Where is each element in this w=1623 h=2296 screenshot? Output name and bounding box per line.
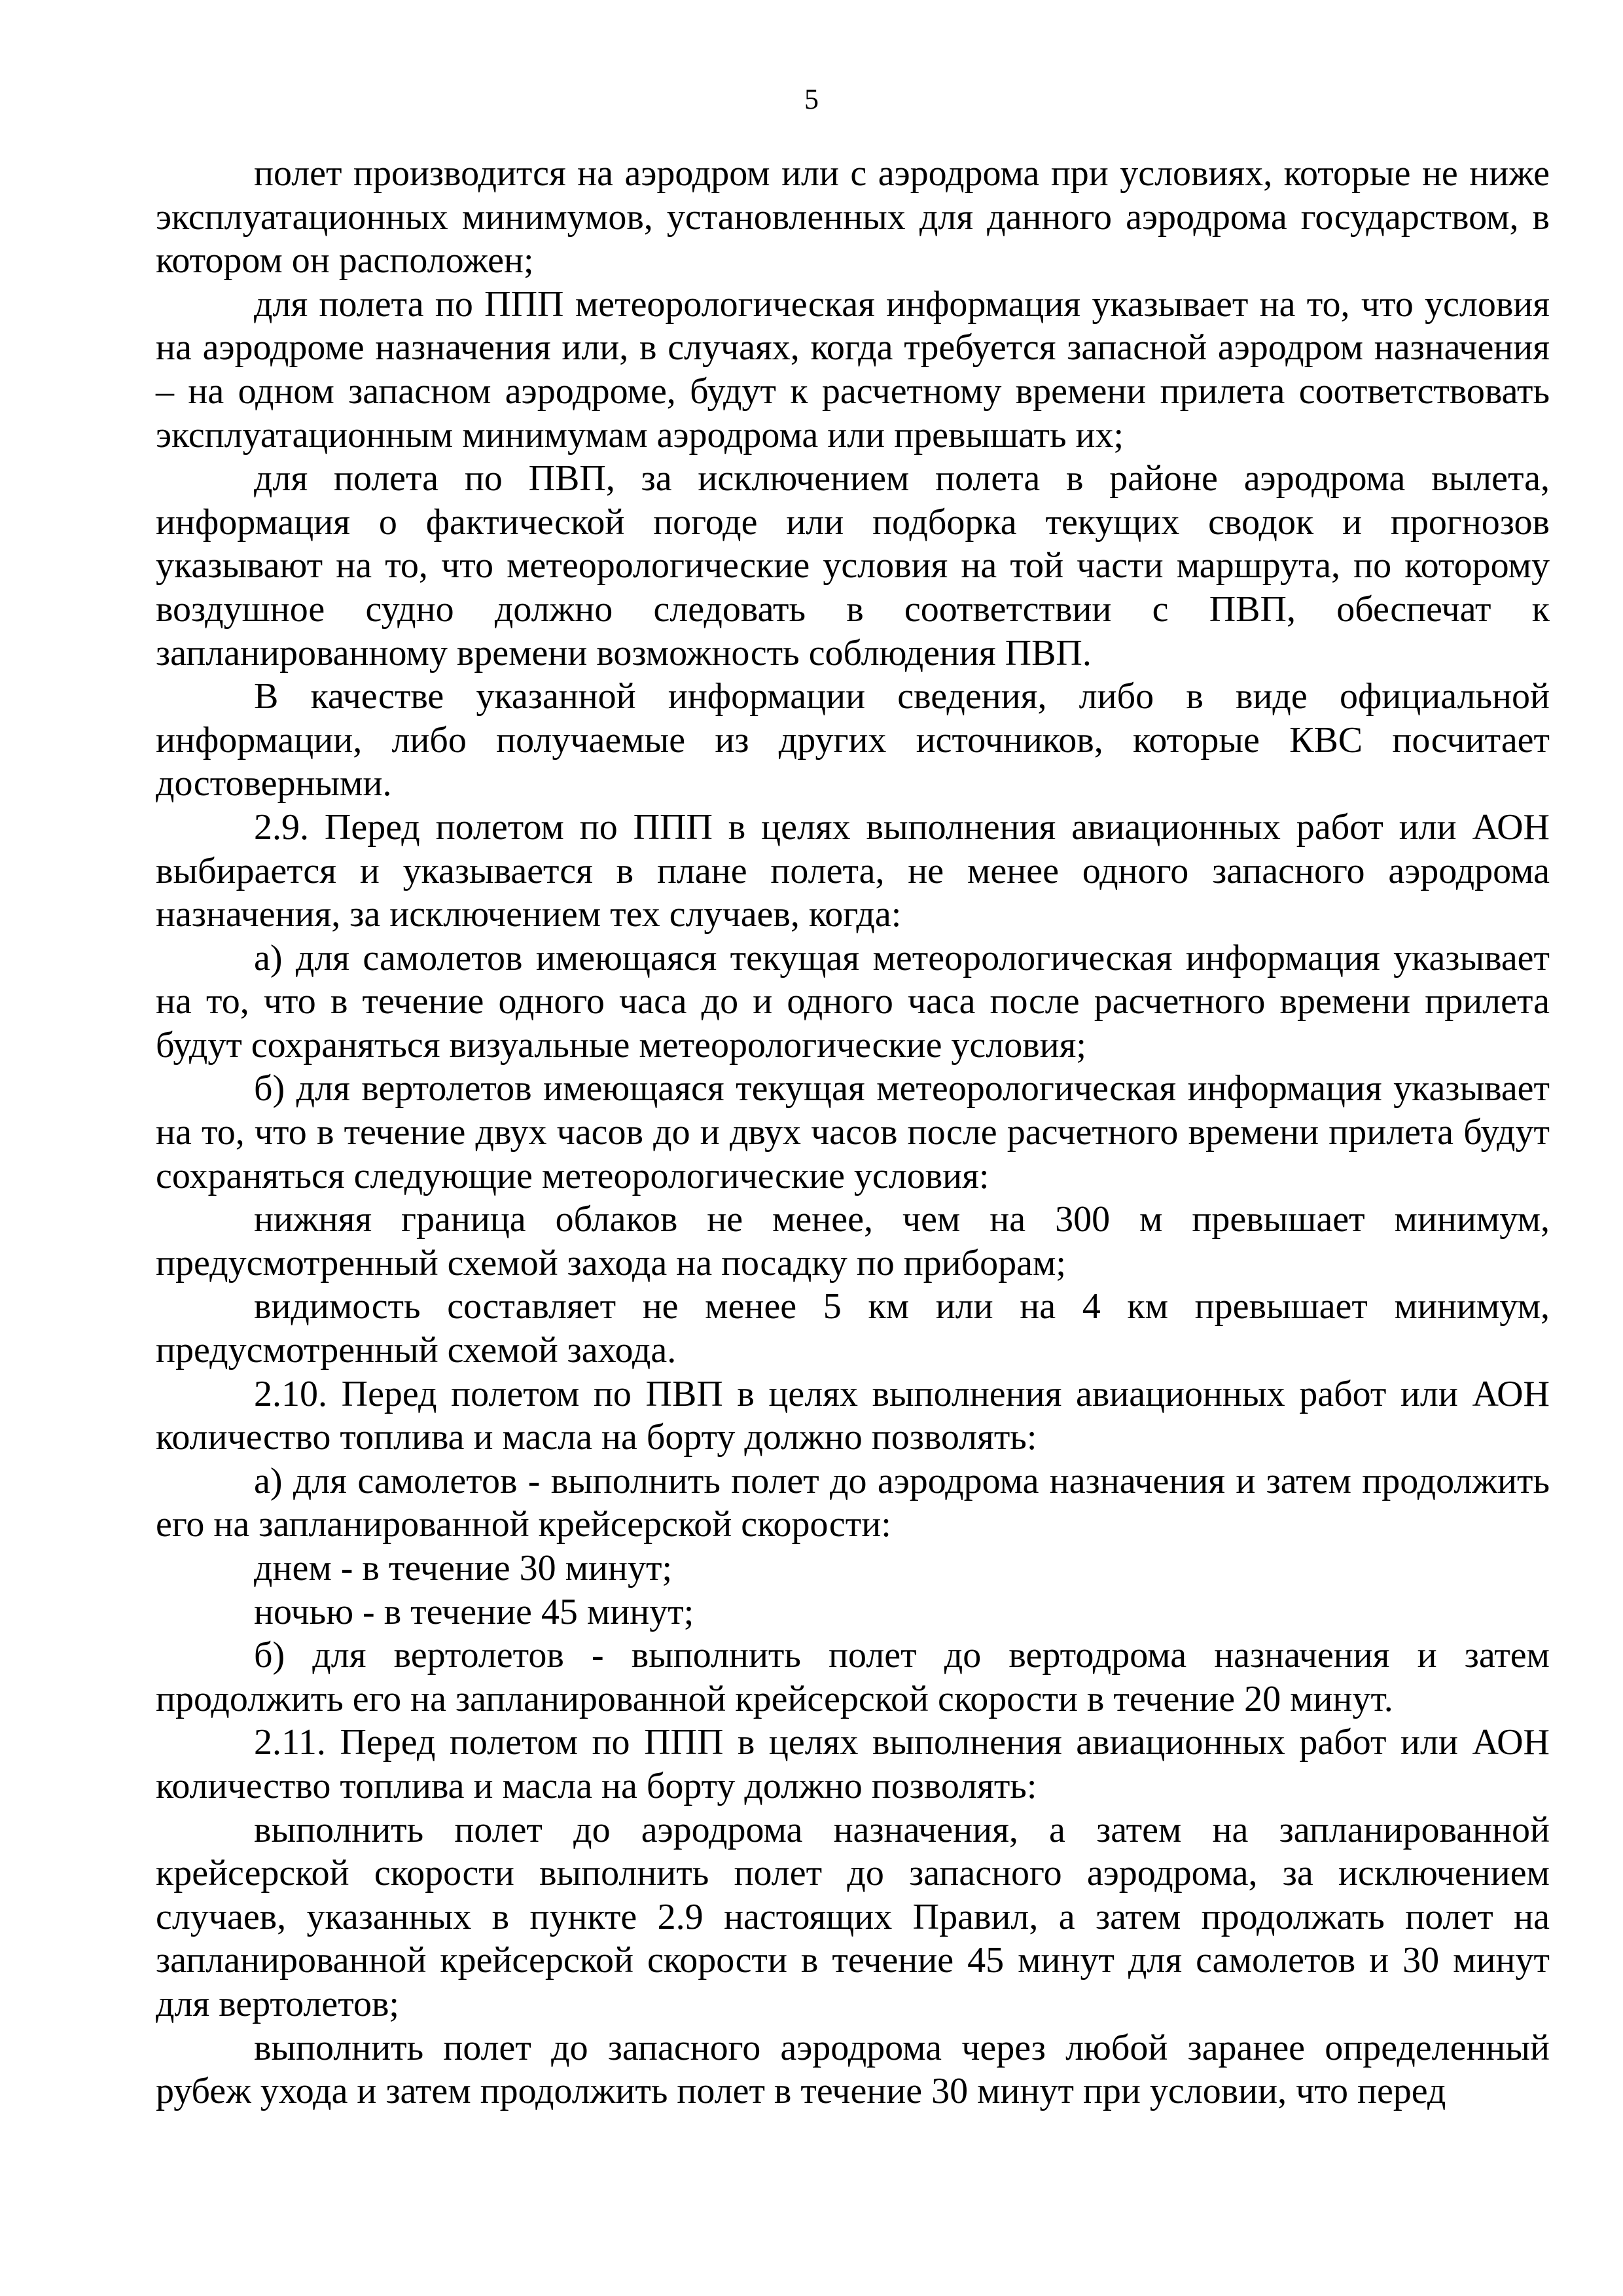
paragraph-night: ночью - в течение 45 минут; <box>254 1591 694 1632</box>
paragraph-3: для полета по ПВП, за исключением полета в районе аэродрома вылета, информация о фактической погоде или подборка текущих сводок и прогнозов указывают на то, что метеорологические условия на той части маршрута, по которому воздушное судно должно следовать в соответствии с ПВП, обеспечат к запланированному времени возможность соблюдения ПВП. <box>156 458 1550 673</box>
paragraph-2-10-b: б) для вертолетов - выполнить полет до вертодрома назначения и затем продолжить его на запланированной крейсерской скорости в течение 20 минут. <box>156 1635 1550 1719</box>
paragraph-section-2-10: 2.10. Перед полетом по ПВП в целях выполнения авиационных работ или АОН количество топлива и масла на борту должно позволять: <box>156 1373 1550 1458</box>
paragraph-section-2-9: 2.9. Перед полетом по ППП в целях выполнения авиационных работ или АОН выбирается и указывается в плане полета, не менее одного запасного аэродрома назначения, за исключением тех случаев, когда: <box>156 806 1550 935</box>
paragraph-4: В качестве указанной информации сведения, либо в виде официальной информации, либо получаемые из других источников, которые КВС посчитает достоверными. <box>156 676 1550 804</box>
paragraph-2: для полета по ППП метеорологическая информация указывает на то, что условия на аэродроме назначения или, в случаях, когда требуется запасной аэродром назначения – на одном запасном аэродроме, будут к расчетному времени прилета соответствовать эксплуатационным минимумам аэродрома или превышать их; <box>156 283 1550 456</box>
page-number: 5 <box>804 83 819 115</box>
paragraph-2-11-1: выполнить полет до аэродрома назначения, а затем на запланированной крейсерской скорости выполнить полет до запасного аэродрома, за исключением случаев, указанных в пункте 2.9 настоящих Правил, а затем продолжать полет на запланированной крейсерской скорости в течение 45 минут для самолетов и 30 минут для вертолетов; <box>156 1809 1550 2024</box>
paragraph-day: днем - в течение 30 минут; <box>254 1548 672 1588</box>
paragraph-section-2-11: 2.11. Перед полетом по ППП в целях выполнения авиационных работ или АОН количество топлива и масла на борту должно позволять: <box>156 1722 1550 1806</box>
paragraph-2-9-b: б) для вертолетов имеющаяся текущая метеорологическая информация указывает на то, что в течение двух часов до и двух часов после расчетного времени прилета будут сохраняться следующие метеорологические условия: <box>156 1068 1550 1196</box>
paragraph-2-9-a: а) для самолетов имеющаяся текущая метеорологическая информация указывает на то, что в течение одного часа до и одного часа после расчетного времени прилета будут сохраняться визуальные метеорологические условия; <box>156 937 1550 1066</box>
paragraph-2-10-a: а) для самолетов - выполнить полет до аэродрома назначения и затем продолжить его на запланированной крейсерской скорости: <box>156 1460 1550 1545</box>
paragraph-1: полет производится на аэродром или с аэродрома при условиях, которые не ниже эксплуатационных минимумов, установленных для данного аэродрома государством, в котором он расположен; <box>156 153 1550 281</box>
paragraph-2-11-2: выполнить полет до запасного аэродрома через любой заранее определенный рубеж ухода и затем продолжить полет в течение 30 минут при условии, что перед <box>156 2027 1550 2112</box>
paragraph-visibility: видимость составляет не менее 5 км или на 4 км превышает минимум, предусмотренный схемой захода. <box>156 1286 1550 1371</box>
paragraph-cloud-base: нижняя граница облаков не менее, чем на 300 м превышает минимум, предусмотренный схемой захода на посадку по приборам; <box>156 1199 1550 1283</box>
document-body <box>156 152 1550 2113</box>
